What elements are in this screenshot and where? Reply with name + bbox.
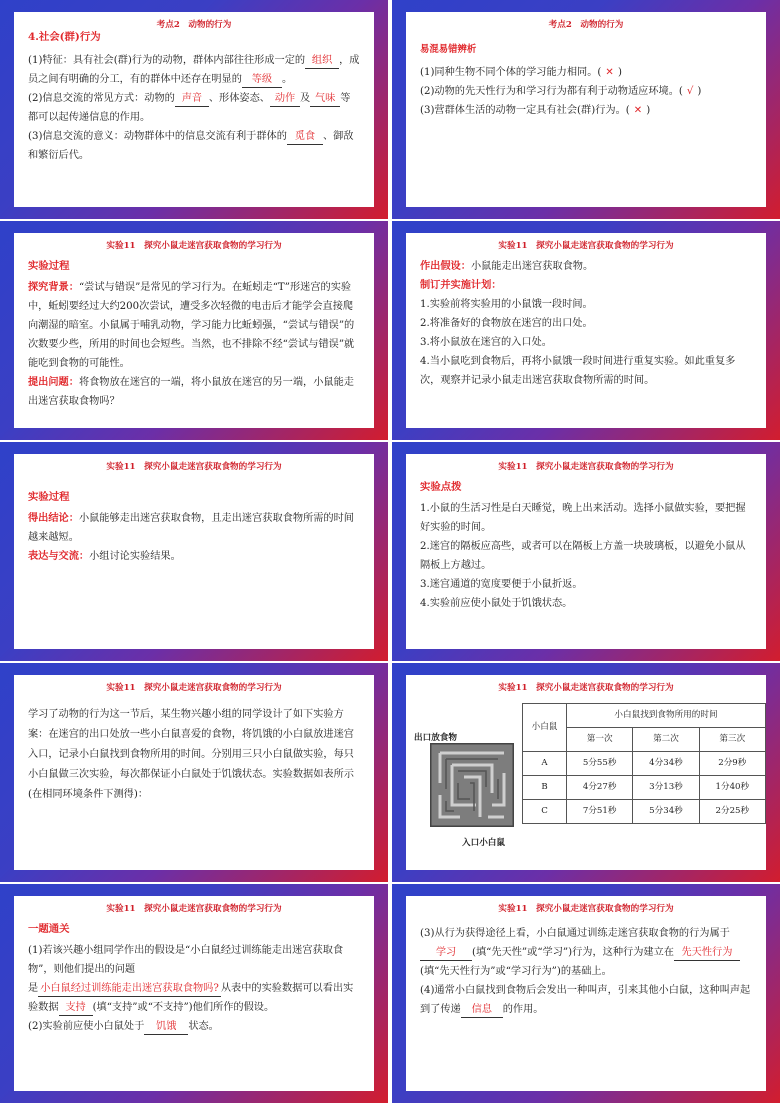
conclusion: 得出结论：小鼠能够走出迷宫获取食物，且走出迷宫获取食物所需的时间越来越短。: [28, 512, 354, 543]
slide-title: 考点2 动物的行为: [156, 20, 232, 30]
answer-blank: 信息: [461, 1003, 503, 1018]
answer-blank: 小白鼠经过训练能走出迷宫获取食物吗?: [38, 982, 221, 997]
tip-3: 3.迷宫通道的宽度要便于小鼠折返。: [420, 579, 583, 590]
slide-2-card: [406, 12, 766, 207]
tip-1: 1.小鼠的生活习性是白天睡觉，晚上出来活动。选择小鼠做实验，要把握好实验的时间。: [420, 503, 746, 533]
slide-6: [392, 442, 780, 661]
plan-step-3: 3.将小鼠放在迷宫的入口处。: [420, 337, 552, 348]
slide-title: 实验11 探究小鼠走迷宫获取食物的学习行为: [106, 683, 282, 693]
question-paragraph: 提出问题：将食物放在迷宫的一端，将小鼠放在迷宫的另一端，小鼠能走出迷宫获取食物吗？: [28, 376, 354, 407]
table-cell: 5分55秒: [567, 752, 633, 776]
background-paragraph: 探究背景：“尝试与错误”是常见的学习行为。在蚯蚓走“T”形迷宫的实验中，蚯蚓要经过大约200次尝试，遭受多次轻微的电击后才能学会直接爬向潮湿的暗室。小鼠属于哺乳动物，学习能力比蚯蚓强，“尝试与错误”的次数要少些，所用的时间也会短些。当然，也不排除不经“尝试与错误”就能吃到食物的可能性。: [28, 281, 355, 369]
table-col-header: 第三次: [699, 728, 765, 752]
answer-blank: 气味: [310, 92, 340, 107]
slide-5: [0, 442, 388, 661]
slide-9: [0, 884, 388, 1103]
slide-title: 实验11 探究小鼠走迷宫获取食物的学习行为: [498, 462, 674, 472]
maze-entry-label: 入口小白鼠: [462, 838, 505, 848]
answer-blank: 动作: [270, 92, 300, 107]
slide-title: 实验11 探究小鼠走迷宫获取食物的学习行为: [498, 683, 674, 693]
plan-heading: 制订并实施计划：: [420, 279, 502, 291]
section-heading: 4.社会(群)行为: [28, 31, 101, 43]
communication: 表达与交流：小组讨论实验结果。: [28, 550, 181, 562]
slide-title: 实验11 探究小鼠走迷宫获取食物的学习行为: [106, 904, 282, 914]
table-cell: B: [523, 776, 567, 800]
table-cell: 4分27秒: [567, 776, 633, 800]
slide-1: [0, 0, 388, 219]
question-3: (3)从行为获得途径上看，小白鼠通过训练走迷宫获取食物的行为属于学习 (填“先天性”或“学习”)行为，这种行为建立在 先天性行为(填“先天性行为”或“学习行为”)的基础上。: [420, 924, 752, 981]
slide-10-card: [406, 896, 766, 1091]
paragraph-communication: (2)信息交流的常见方式：动物的 声音 、形体姿态、 动作 及 气味 等都可以起传递信息的作用。: [28, 93, 351, 123]
table-col-header: 第二次: [633, 728, 699, 752]
maze-image: [430, 743, 514, 827]
table-cell: 5分34秒: [633, 800, 699, 824]
section-heading: 实验过程: [28, 491, 70, 503]
judgement-item-2: (2)动物的先天性行为和学习行为都有利于动物适应环境。( √ ): [420, 86, 702, 97]
slide-9-card: [14, 896, 374, 1091]
table-cell: C: [523, 800, 567, 824]
answer-blank: 组织: [305, 54, 339, 69]
maze-exit-label: 出口放食物: [414, 733, 457, 743]
table-row: [523, 800, 766, 824]
slide-title: 实验11 探究小鼠走迷宫获取食物的学习行为: [498, 904, 674, 914]
answer-blank: 声音: [175, 92, 209, 107]
check-mark-icon: √: [686, 86, 694, 97]
slide-title: 实验11 探究小鼠走迷宫获取食物的学习行为: [106, 462, 282, 472]
answer-blank: 先天性行为: [674, 946, 740, 961]
table-col-header: 第一次: [567, 728, 633, 752]
slide-2: [392, 0, 780, 219]
table-cell: 3分13秒: [633, 776, 699, 800]
cross-mark-icon: ✕: [605, 67, 614, 78]
experiment-description: 学习了动物的行为这一节后，某生物兴趣小组的同学设计了如下实验方案：在迷宫的出口处放一些小白鼠喜爱的食物，将饥饿的小白鼠放进迷宫入口，记录小白鼠找到食物所用的时间。分别用三只小白鼠做实验，每只小白鼠做三次实验，每次都保证小白鼠处于饥饿状态。实验数据如表所示(在相同环境条件下测得)：: [28, 709, 354, 800]
table-row: [523, 776, 766, 800]
question-4: (4)通常小白鼠找到食物后会发出一种叫声，引来其他小白鼠，这种叫声起到了传递 信息 的作用。: [420, 981, 752, 1019]
hypothesis: 作出假设：小鼠能走出迷宫获取食物。: [420, 260, 594, 272]
slide-title: 实验11 探究小鼠走迷宫获取食物的学习行为: [498, 241, 674, 251]
slide-1-card: [14, 12, 374, 207]
slide-10: [392, 884, 780, 1103]
judgement-item-1: (1)同种生物不同个体的学习能力相同。( ✕ ): [420, 67, 622, 78]
section-heading: 实验点拨: [420, 481, 462, 493]
question-2: (2)实验前应使小白鼠处于 饥饿 状态。: [28, 1017, 360, 1036]
table-cell: 2分9秒: [699, 752, 765, 776]
slide-3-card: [14, 233, 374, 428]
answer-blank: 学习: [420, 946, 472, 961]
table-row: [523, 752, 766, 776]
table-cell: 7分51秒: [567, 800, 633, 824]
table-group-header: 小白鼠找到食物所用的时间: [567, 704, 766, 728]
slide-4-card: [406, 233, 766, 428]
table-cell: 4分34秒: [633, 752, 699, 776]
tip-4: 4.实验前应使小鼠处于饥饿状态。: [420, 598, 573, 609]
slide-title: 实验11 探究小鼠走迷宫获取食物的学习行为: [106, 241, 282, 251]
slide-7-card: [14, 675, 374, 870]
table-cell: 2分25秒: [699, 800, 765, 824]
tip-2: 2.迷宫的隔板应高些，或者可以在隔板上方盖一块玻璃板，以避免小鼠从隔板上方越过。: [420, 541, 746, 571]
table-cell: A: [523, 752, 567, 776]
section-heading: 易混易错辨析: [420, 44, 477, 55]
table-corner: 小白鼠: [523, 704, 567, 752]
plan-step-2: 2.将准备好的食物放在迷宫的出口处。: [420, 318, 593, 329]
results-table: [522, 703, 766, 824]
slide-7: [0, 663, 388, 882]
section-heading: 一题通关: [28, 923, 70, 935]
slide-4: [392, 221, 780, 440]
slide-6-card: [406, 454, 766, 649]
answer-blank: 觅食: [287, 130, 323, 145]
question-1: (1)若该兴趣小组同学作出的假设是“小白鼠经过训练能走出迷宫获取食物”，则他们提出的问题 是 小白鼠经过训练能走出迷宫获取食物吗? 从表中的实验数据可以看出实验数据 支持 (填“支持”或“不支持”)他们所作的假设。: [28, 941, 360, 1017]
slide-5-card: [14, 454, 374, 649]
table-cell: 1分40秒: [699, 776, 765, 800]
slide-3: [0, 221, 388, 440]
answer-blank: 支持: [59, 1001, 93, 1016]
paragraph-meaning: (3)信息交流的意义：动物群体中的信息交流有利于群体的 觅食 、御敌和繁衍后代。: [28, 131, 354, 161]
slide-8-card: [406, 675, 766, 870]
paragraph-feature: (1)特征：具有社会(群)行为的动物，群体内部往往形成一定的 组织 ，成员之间有明确的分工，有的群体中还存在明显的 等级 。: [28, 51, 360, 89]
cross-mark-icon: ✕: [633, 105, 643, 116]
answer-blank: 等级: [242, 73, 282, 88]
plan-step-4: 4.当小鼠吃到食物后，再将小鼠饿一段时间进行重复实验。如此重复多次，观察并记录小鼠走出迷宫获取食物所需的时间。: [420, 356, 736, 386]
slide-title: 考点2 动物的行为: [548, 20, 624, 30]
section-heading: 实验过程: [28, 260, 70, 272]
answer-blank: 饥饿: [144, 1020, 188, 1035]
plan-step-1: 1.实验前将实验用的小鼠饿一段时间。: [420, 299, 593, 310]
judgement-item-3: (3)营群体生活的动物一定具有社会(群)行为。( ✕ ): [420, 105, 651, 116]
slide-8: [392, 663, 780, 882]
